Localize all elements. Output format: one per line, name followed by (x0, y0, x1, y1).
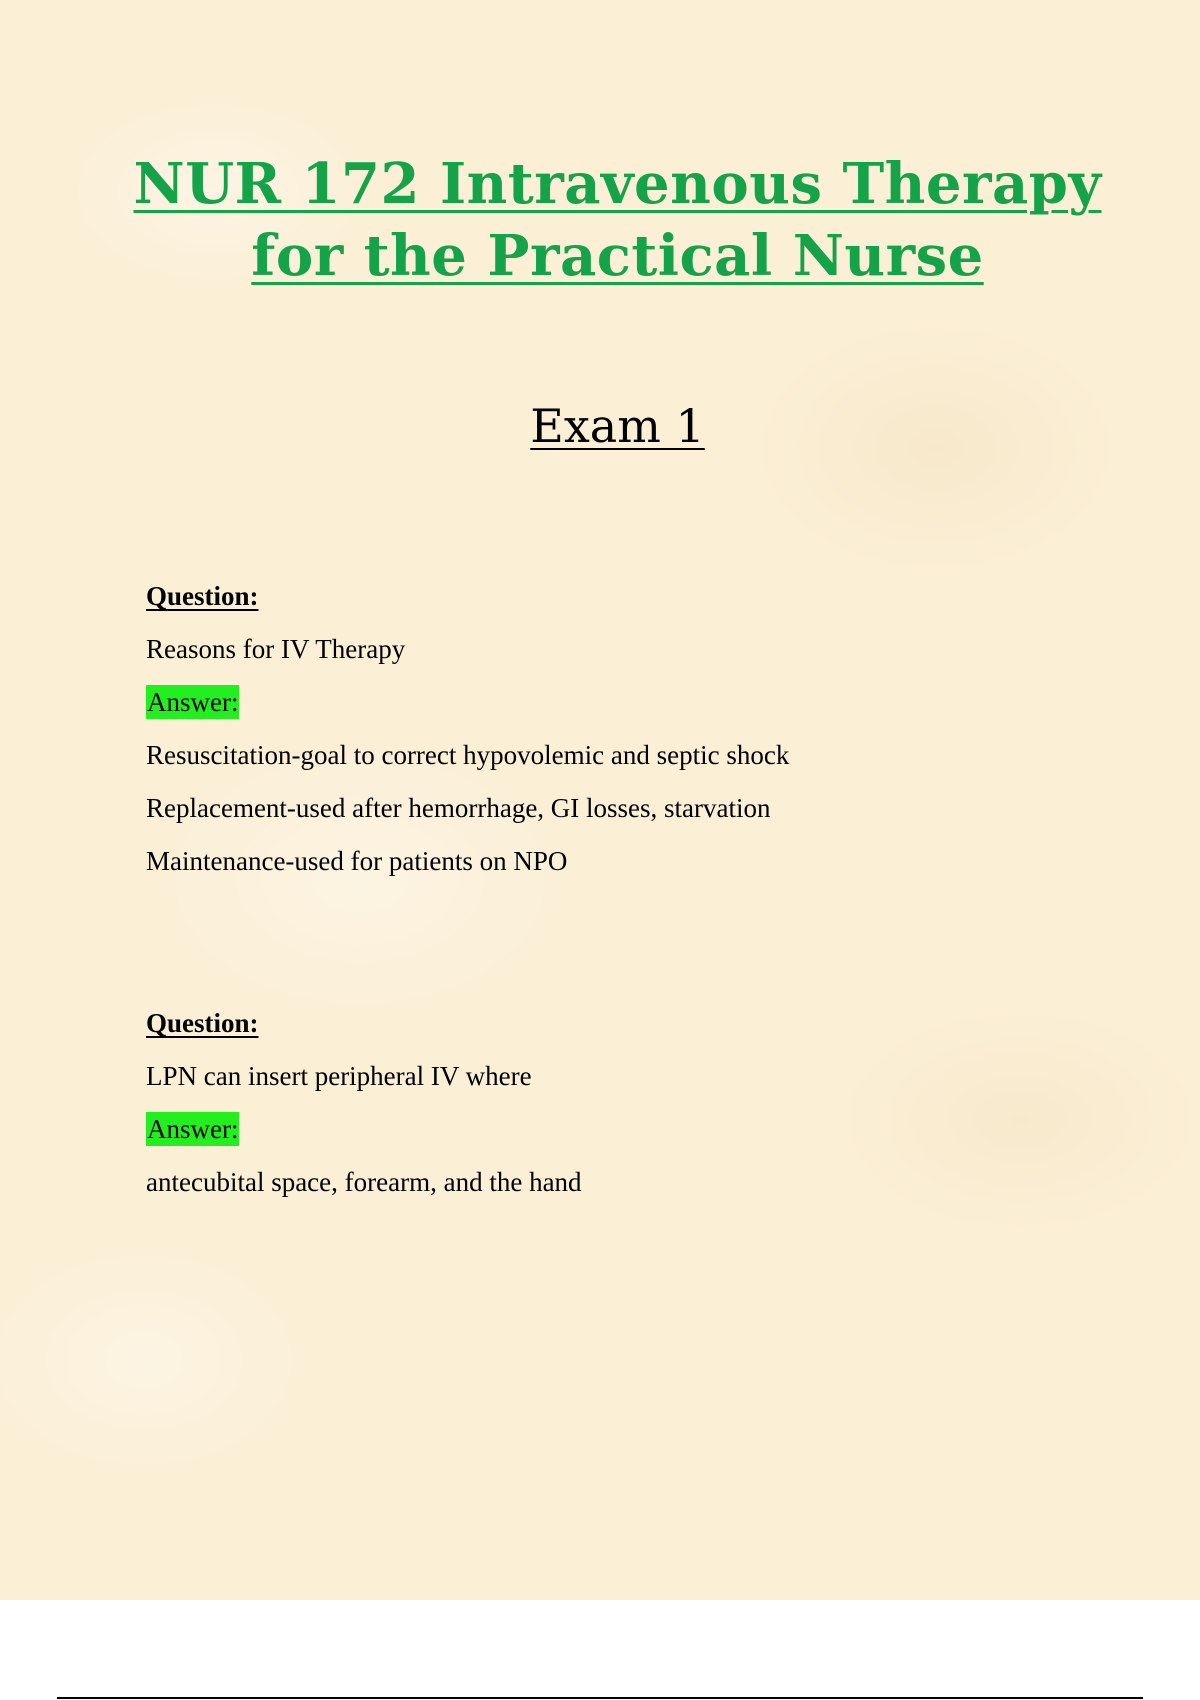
answer-label: Answer: (147, 1114, 239, 1144)
exam-heading: Exam 1 (530, 399, 705, 453)
answer-line: Resuscitation-goal to correct hypovolemic and septic shock (146, 740, 790, 770)
answer-line: Replacement-used after hemorrhage, GI losses, starvation (146, 793, 771, 823)
answer-line: Maintenance-used for patients on NPO (146, 846, 568, 876)
document-title (100, 148, 1135, 292)
question-text: Reasons for IV Therapy (146, 634, 406, 664)
question-label: Question: (146, 1008, 259, 1038)
qa-item-1 (146, 570, 1126, 888)
qa-item-2 (146, 997, 1126, 1209)
footer-divider (57, 1697, 1143, 1699)
document-title-line-2: for the Practical Nurse (251, 223, 984, 289)
question-text: LPN can insert peripheral IV where (146, 1061, 532, 1091)
document-title-line-1: NUR 172 Intravenous Therapy (133, 151, 1102, 217)
answer-line: antecubital space, forearm, and the hand (146, 1167, 582, 1197)
answer-label: Answer: (147, 687, 239, 717)
question-label: Question: (146, 581, 259, 611)
